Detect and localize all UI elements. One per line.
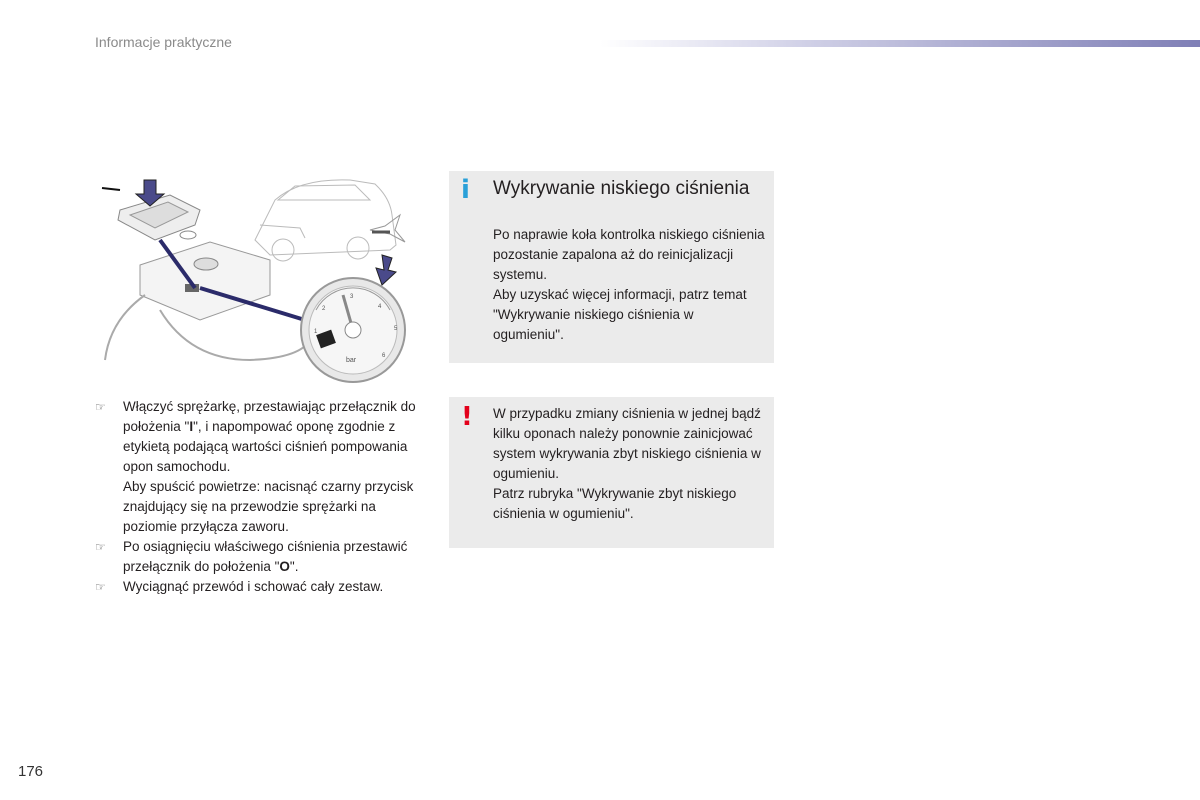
hand-pointer-icon: ☞ bbox=[95, 400, 106, 414]
gauge-tick-label: 2 bbox=[322, 306, 326, 312]
compressor-illustration bbox=[100, 170, 430, 385]
info-box bbox=[449, 171, 774, 363]
page-number: 176 bbox=[18, 763, 44, 780]
step-text: Po osiągnięciu właściwego ciśnienia przestawić przełącznik do położenia "O". bbox=[123, 539, 408, 574]
down-arrow-icon bbox=[376, 255, 396, 285]
gauge-tick-label: 3 bbox=[350, 294, 354, 300]
list-item bbox=[95, 537, 425, 577]
gauge-unit-label: bar bbox=[346, 357, 357, 364]
gauge-tick-label: 5 bbox=[394, 326, 398, 332]
header-gradient-bar bbox=[600, 40, 1200, 47]
compressor-body bbox=[140, 242, 270, 320]
gauge-tick-label: 4 bbox=[378, 304, 382, 310]
warning-icon: ! bbox=[461, 402, 473, 432]
gauge-tick-label: 1 bbox=[314, 329, 318, 335]
step-text: Wyciągnąć przewód i schować cały zestaw. bbox=[123, 579, 384, 594]
car-outline bbox=[255, 180, 396, 261]
section-title: Informacje praktyczne bbox=[95, 34, 232, 50]
gauge-tick-label: 6 bbox=[382, 353, 386, 359]
warning-box-text: W przypadku zmiany ciśnienia w jednej bądź kilku oponach należy ponownie zainicjować system wykrywania zbyt niskiego ciśnienia w ogumieniu. Patrz rubryka "Wykrywanie zbyt niskiego ciśnienia w ogumieniu". bbox=[493, 406, 761, 521]
warning-box bbox=[449, 397, 774, 548]
info-box-title: Wykrywanie niskiego ciśnienia bbox=[493, 178, 750, 199]
list-item bbox=[95, 577, 425, 597]
info-icon: i bbox=[461, 175, 470, 205]
instruction-steps bbox=[95, 397, 425, 597]
valve-icon bbox=[370, 215, 405, 242]
hand-pointer-icon: ☞ bbox=[95, 580, 106, 594]
step-extra-text: Aby spuścić powietrze: nacisnąć czarny przycisk znajdujący się na przewodzie sprężarki na poziomie przyłącza zaworu. bbox=[123, 479, 414, 534]
hand-pointer-icon: ☞ bbox=[95, 540, 106, 554]
pressure-gauge bbox=[301, 278, 405, 382]
list-item bbox=[95, 397, 425, 537]
step-text: Włączyć sprężarkę, przestawiając przełącznik do położenia "I", i napompować oponę zgodnie z etykietą podającą wartości ciśnień pompowania opon samochodu. bbox=[123, 399, 416, 474]
info-box-text: Po naprawie koła kontrolka niskiego ciśnienia pozostanie zapalona aż do reinicjalizacji systemu. Aby uzyskać więcej informacji, patrz temat "Wykrywanie niskiego ciśnienia w ogumieniu". bbox=[493, 227, 765, 342]
